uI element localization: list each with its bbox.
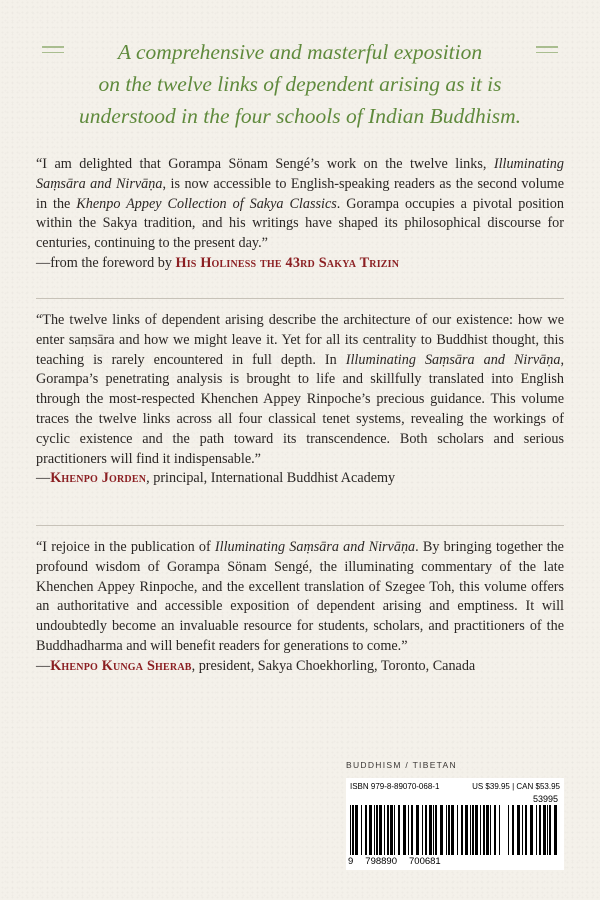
barcode-bar [539, 805, 541, 855]
book-hook [36, 36, 564, 132]
barcode-bar [457, 805, 458, 855]
endorsement-quote [36, 155, 564, 274]
barcode-bar [461, 805, 463, 855]
barcode-bar [352, 805, 354, 855]
endorser-name: Khenpo Jorden [50, 470, 147, 487]
barcode-bar [411, 805, 413, 855]
quote-text: “I rejoice in the publication of Illuminating Saṃsāra and Nirvāṇa. By bringing together the profound wisdom of Gorampa Sönam Sengé, the illuminating commentary of the late Khenchen Appey Rinpoche, and the excellent translation of Szegee Toh, this volume offers an authoritative and accessible exposition of dependent arising and emptiness. It will undoubtedly become an invaluable resource for students, scholars, and practitioners of the Buddhadharma and will benefit readers for generations to come.” [36, 539, 564, 654]
isbn-price-row [350, 782, 560, 791]
barcode-bar [387, 805, 389, 855]
barcode-bar [448, 805, 450, 855]
price-text: US $39.95 | CAN $53.95 [472, 782, 560, 791]
endorsement-quote [36, 538, 564, 677]
barcode-bar [472, 805, 474, 855]
barcode-bar [433, 805, 434, 855]
barcode-bar [429, 805, 432, 855]
barcode-bar [536, 805, 537, 855]
quote-attribution: —from the foreword by His Holiness the 43rd Sakya Trizin [36, 254, 400, 271]
barcode-bar [517, 805, 520, 855]
barcode-bar [350, 805, 351, 855]
barcode-bar [425, 805, 427, 855]
barcode-bar [530, 805, 533, 855]
barcode-bar [554, 805, 557, 855]
barcode-bar [549, 805, 551, 855]
barcode-bar [494, 805, 496, 855]
barcode-block [346, 778, 564, 870]
barcode-bar [408, 805, 409, 855]
endorser-name: His Holiness the 43rd Sakya Trizin [175, 254, 400, 271]
barcode-bar [422, 805, 423, 855]
hook-line: understood in the four schools of Indian Buddhism. [79, 104, 521, 128]
barcode-bar [361, 805, 362, 855]
barcode-bar [379, 805, 382, 855]
barcode-bar [499, 805, 500, 855]
barcode-bar [451, 805, 454, 855]
barcode-bar [475, 805, 478, 855]
quote-text: “I am delighted that Gorampa Sönam Sengé’s work on the twelve links, Illuminating Saṃsāra and Nirvāṇa, is now accessible to English-speaking readers as the second volume in the Khenpo Appey Collection of Sakya Classics. Gorampa occupies a pivotal position within the Sakya tradition, and his writings have shaped its philosophical discourse for centuries, continuing to the present day.” [36, 156, 564, 252]
quote-attribution: —Khenpo Kunga Sherab, president, Sakya Choekhorling, Toronto, Canada [36, 657, 476, 674]
barcode-bar [470, 805, 471, 855]
quote-attribution: —Khenpo Jorden, principal, International Buddhist Academy [36, 470, 396, 487]
ean-barcode [350, 805, 500, 855]
section-divider [36, 298, 564, 299]
hook-line: on the twelve links of dependent arising as it is [98, 72, 502, 96]
barcode-bar [543, 805, 546, 855]
barcode-bar [355, 805, 358, 855]
barcode-bar [369, 805, 372, 855]
price-barcode [508, 805, 558, 855]
endorsement-quote [36, 311, 564, 489]
barcode-bar [512, 805, 514, 855]
barcode-bar [525, 805, 527, 855]
barcode-bar [465, 805, 468, 855]
barcode-bar [398, 805, 400, 855]
barcode-bar [403, 805, 406, 855]
barcode-bar [486, 805, 489, 855]
barcode-bar [376, 805, 378, 855]
barcode-bar [483, 805, 485, 855]
barcode-bar [440, 805, 443, 855]
barcode-bar [374, 805, 375, 855]
category-label: BUDDHISM / TIBETAN [346, 760, 457, 770]
barcode-bar [522, 805, 523, 855]
barcode-bar [384, 805, 385, 855]
price-code: 53995 [532, 794, 558, 804]
barcode-bar [394, 805, 395, 855]
barcode-bar [508, 805, 509, 855]
barcode-bar [547, 805, 548, 855]
hook-line: A comprehensive and masterful exposition [117, 40, 483, 64]
barcode-bar [446, 805, 447, 855]
barcode-bar [480, 805, 481, 855]
isbn-text: ISBN 979-8-89070-068-1 [350, 782, 440, 791]
quote-text: “The twelve links of dependent arising describe the architecture of our existence: how we enter saṃsāra and how we might leave it. Yet for all its centrality to Buddhist thought, this teaching is rarely encountered in full depth. In Illuminating Saṃsāra and Nirvāṇa, Gorampa’s penetrating analysis is brought to life and skillfully translated into English through the most-respected Khenchen Appey Rinpoche’s precious guidance. This volume traces the twelve links across all four classical tenet systems, revealing the workings of cyclic existence and the path toward its transcendence. Both scholars and serious practitioners will find it indispensable.” [36, 312, 564, 467]
barcode-digits: 9 798890 700681 [348, 856, 441, 867]
barcode-bar [435, 805, 437, 855]
section-divider [36, 525, 564, 526]
endorser-name: Khenpo Kunga Sherab [50, 657, 192, 674]
barcode-bar [490, 805, 491, 855]
barcode-bar [416, 805, 419, 855]
barcode-bar [365, 805, 367, 855]
barcode-bar [390, 805, 393, 855]
